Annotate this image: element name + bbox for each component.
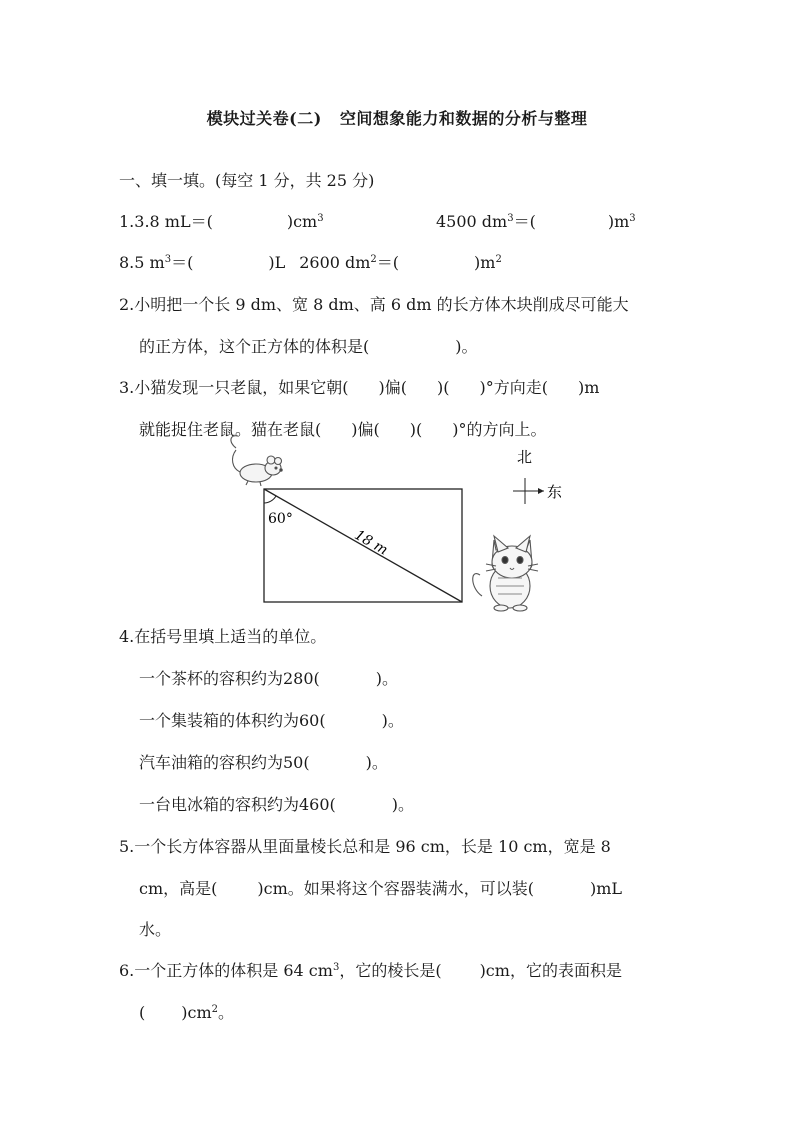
q4-heading: 4.在括号里填上适当的单位。 [119, 627, 327, 646]
q3-l1-a: 3.小猫发现一只老鼠，如果它朝( [119, 378, 349, 397]
title-part2: 空间想象能力和数据的分析与整理 [339, 109, 588, 128]
q2-line2 [139, 336, 478, 358]
q4-item [139, 668, 398, 690]
q6-line2 [139, 1002, 234, 1024]
q6-l1-exp: 3 [332, 962, 340, 973]
q5-l2-b: )cm。如果将这个容器装满水，可以装( [257, 879, 535, 898]
q3-l2-d: )°的方向上。 [452, 420, 547, 439]
north-label: 北 [517, 448, 533, 466]
q2-line2-post: )。 [455, 337, 478, 356]
q4-item-post: )。 [365, 753, 388, 772]
q3-line1 [119, 377, 599, 399]
q5-l2-c: )mL [590, 879, 623, 898]
q1-c-pre: 8.5 m [119, 253, 165, 272]
q6-l2-a: ( [139, 1003, 146, 1022]
q2-line1: 2.小明把一个长 9 dm、宽 8 dm、高 6 dm 的长方体木块削成尽可能大 [119, 295, 629, 314]
q3-l1-e: )m [578, 378, 600, 397]
q1-d-mid: ＝( [376, 253, 400, 272]
q4-item-post: )。 [381, 711, 404, 730]
q1-b-pre: 4500 dm [436, 212, 508, 231]
east-label: 东 [547, 483, 563, 501]
q1-b-exp2: 3 [629, 213, 636, 224]
q1-c-post: )L [268, 253, 286, 272]
angle-label: 60° [268, 511, 293, 527]
q1-b-post: )m [607, 212, 630, 231]
cat-icon [473, 536, 538, 611]
q1-line2 [119, 252, 502, 274]
length-label: 18 m [351, 527, 391, 559]
q3-l2-c: )( [409, 420, 423, 439]
q3-figure [226, 428, 586, 618]
q1-line1 [119, 211, 324, 233]
q4-item-pre: 一台电冰箱的容积约为460( [139, 795, 336, 814]
q3-l2-a: 就能捉住老鼠。猫在老鼠( [139, 420, 322, 439]
q3-l1-d: )°方向走( [479, 378, 548, 397]
q1-c-mid: ＝( [171, 253, 194, 272]
q1-a-post: )cm [286, 212, 318, 231]
q4-item [139, 794, 414, 816]
compass-icon [513, 448, 562, 504]
q6-l2-exp: 2 [211, 1004, 218, 1015]
q1-b-exp1: 3 [507, 213, 514, 224]
q6-l1-b: ，它的棱长是( [339, 961, 442, 980]
q6-l2-c: 。 [218, 1003, 235, 1022]
q1-a-pre: 1.3.8 mL＝( [119, 212, 213, 231]
q1-d-post: )m [474, 253, 496, 272]
q3-l1-b: )偏( [378, 378, 408, 397]
q4-item [139, 752, 388, 774]
q1-d-exp2: 2 [495, 254, 502, 265]
q1-line1-right [436, 211, 636, 233]
q2-line2-pre: 的正方体，这个正方体的体积是( [139, 337, 370, 356]
q5-line3: 水。 [139, 920, 172, 939]
q1-c-exp1: 3 [164, 254, 172, 265]
section1-heading: 一、填一填。(每空 1 分，共 25 分) [119, 171, 375, 190]
q1-a-exp: 3 [317, 213, 324, 224]
q3-l1-c: )( [437, 378, 450, 397]
q4-item [139, 710, 404, 732]
q4-item-pre: 一个茶杯的容积约为280( [139, 669, 320, 688]
q3-l2-b: )偏( [351, 420, 380, 439]
q5-line1: 5.一个长方体容器从里面量棱长总和是 96 cm，长是 10 cm，宽是 8 [119, 837, 611, 856]
q6-l2-b: )cm [181, 1003, 212, 1022]
angle-arc [264, 496, 276, 503]
q4-item-post: )。 [375, 669, 399, 688]
q4-item-post: )。 [391, 795, 415, 814]
q5-line2 [139, 878, 622, 900]
q5-l2-a: cm，高是( [139, 879, 218, 898]
mouse-icon [231, 436, 282, 486]
q1-d-exp1: 2 [370, 254, 377, 265]
q6-l1-c: )cm，它的表面积是 [479, 961, 622, 980]
title-part1: 模块过关卷(二) [206, 109, 322, 128]
q1-b-mid: ＝( [513, 212, 536, 231]
q1-d-pre: 2600 dm [299, 253, 371, 272]
q6-line1 [119, 960, 622, 982]
page-title [0, 106, 794, 129]
q6-l1-a: 6.一个正方体的体积是 64 cm [119, 961, 333, 980]
q4-item-pre: 汽车油箱的容积约为50( [139, 753, 310, 772]
q4-item-pre: 一个集装箱的体积约为60( [139, 711, 326, 730]
